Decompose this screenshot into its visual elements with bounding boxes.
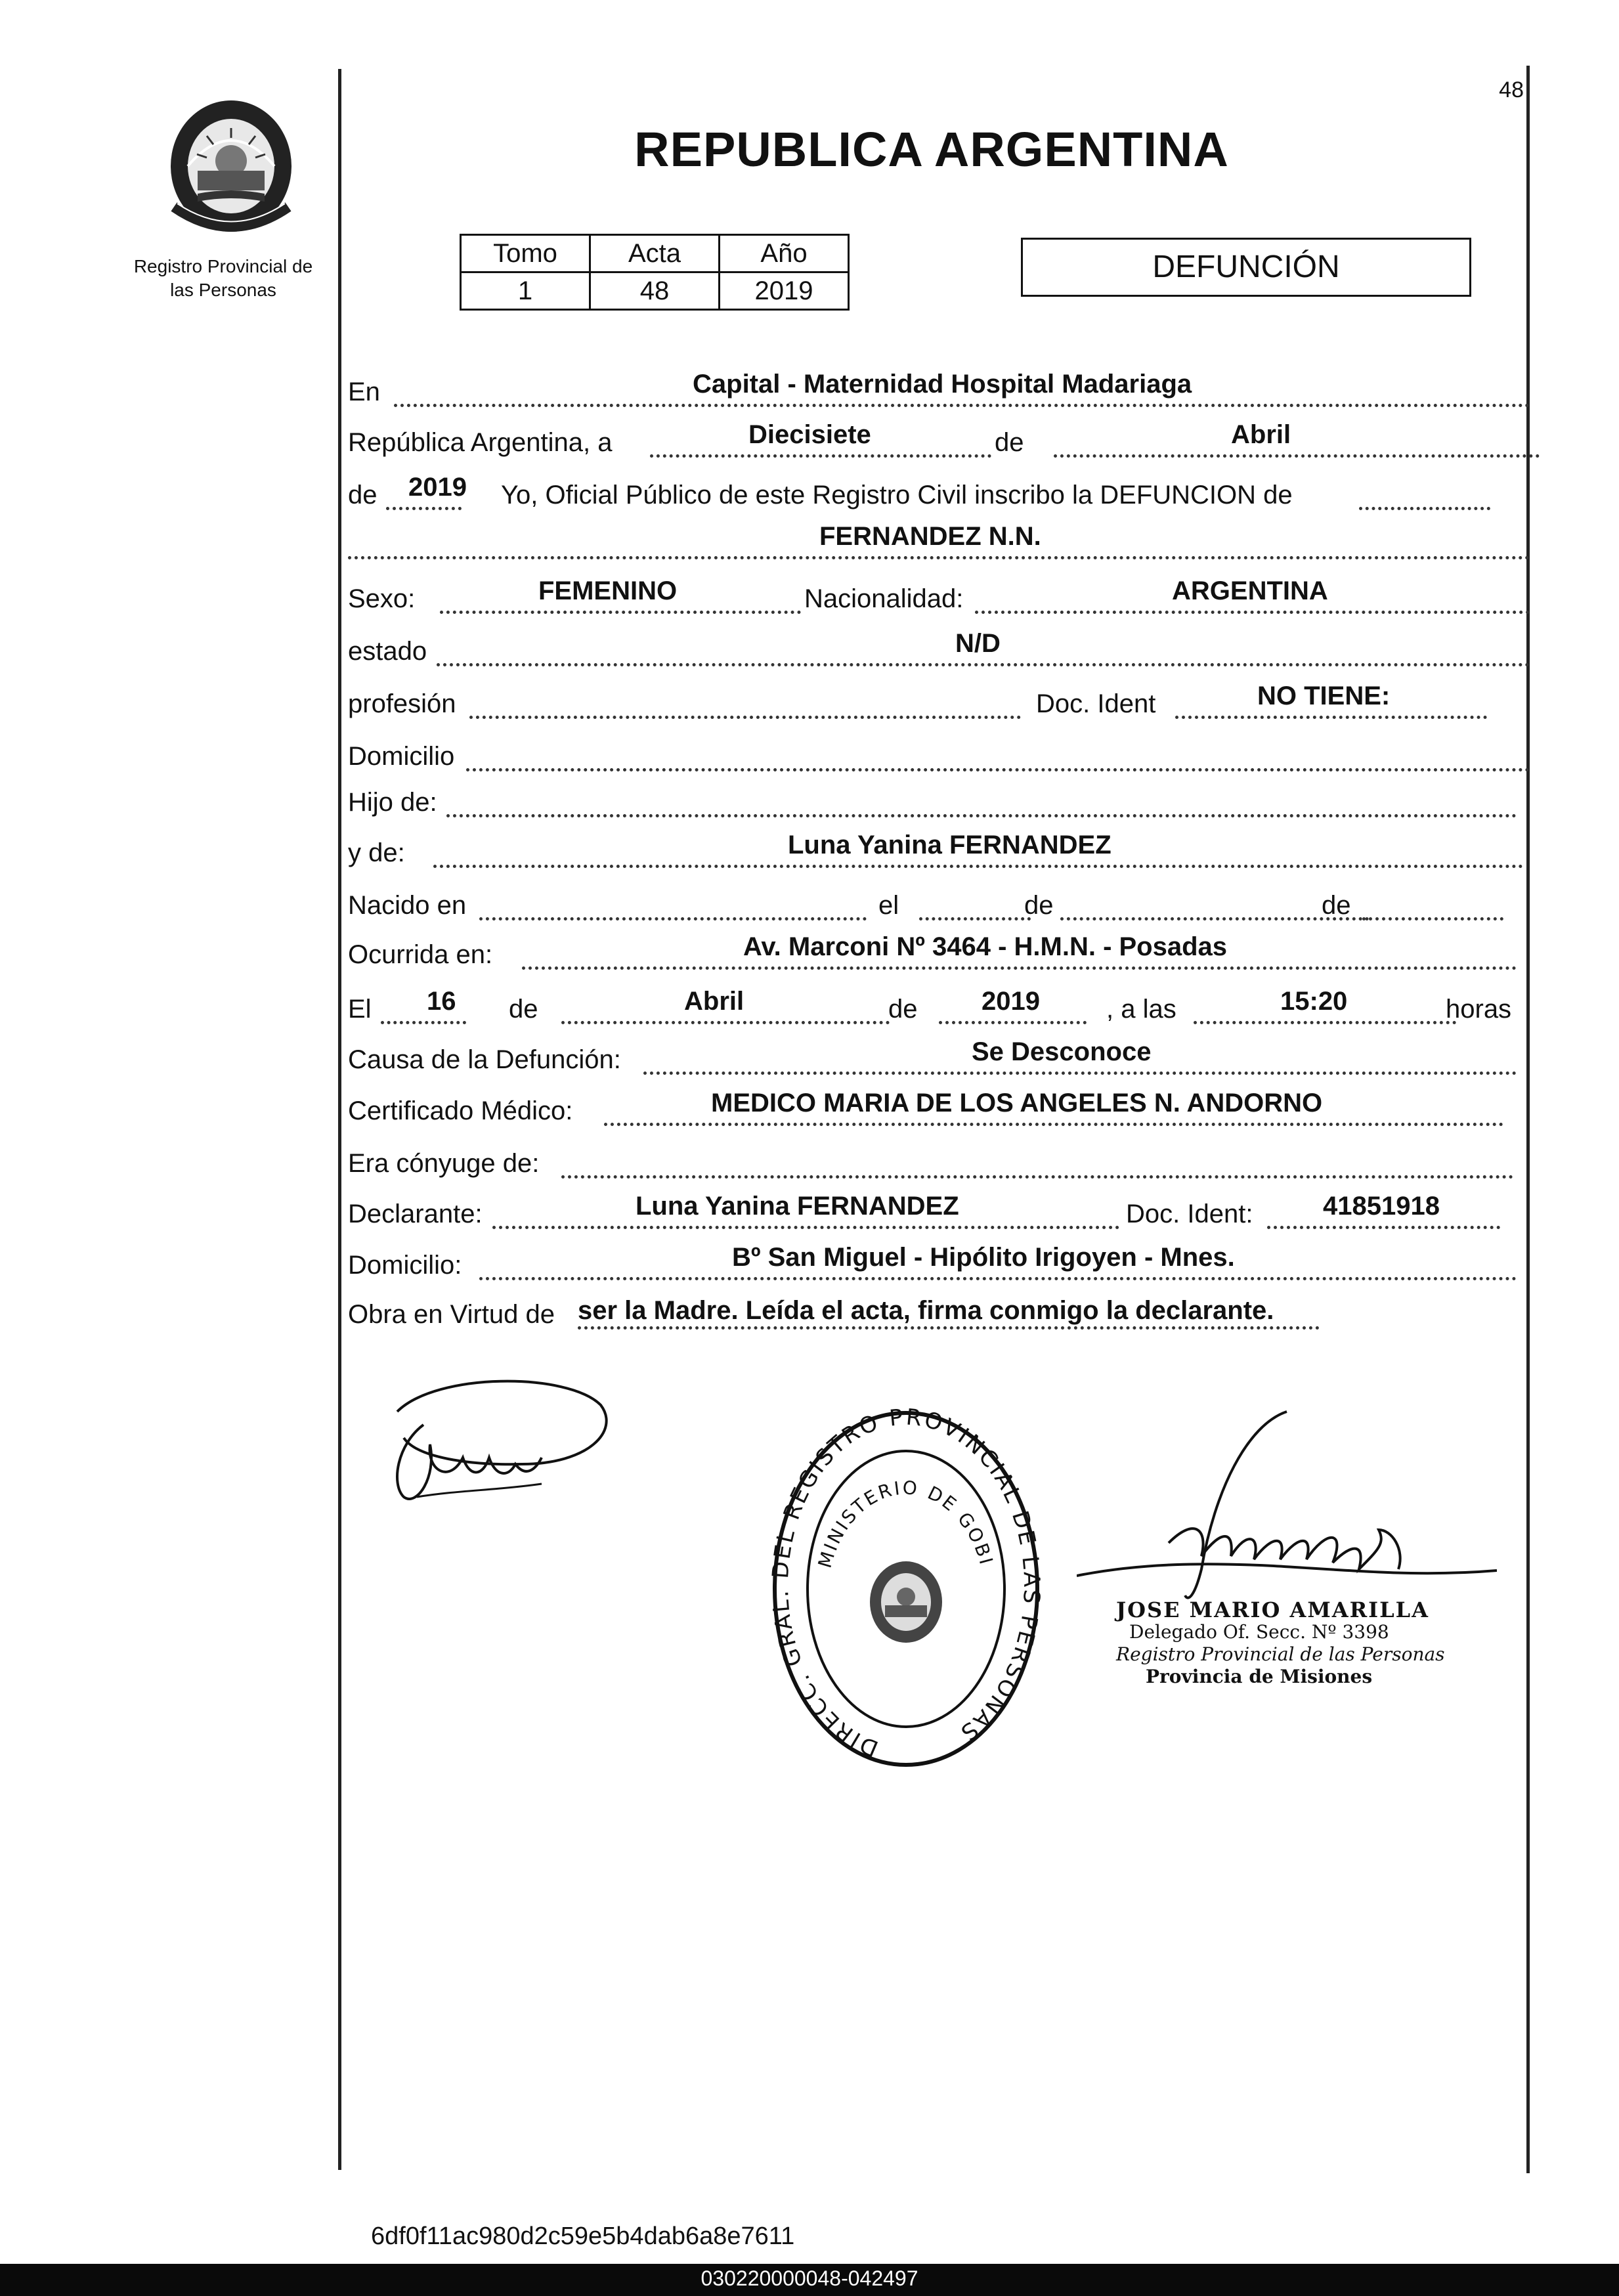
dotted-line: [522, 966, 1517, 970]
de3-label: de: [509, 995, 538, 1024]
dotted-line: [643, 1072, 1517, 1075]
row-fecha-defuncion: [348, 982, 1530, 1028]
row-ocurrida: [348, 927, 1530, 973]
dotted-line: [1194, 1021, 1456, 1024]
row-nacido: [348, 878, 1530, 924]
declarante-value: Luna Yanina FERNANDEZ: [636, 1192, 959, 1221]
row-profesion: [348, 676, 1530, 722]
dotted-line: [469, 716, 1021, 719]
row-yde: [348, 825, 1530, 871]
horas-label: horas: [1446, 995, 1512, 1024]
month-value: Abril: [1231, 420, 1291, 449]
certificado-label: Certificado Médico:: [348, 1096, 573, 1125]
dotted-line: [561, 1021, 890, 1024]
de-label: de: [995, 428, 1024, 457]
officer-signature-block: [1116, 1599, 1445, 1688]
row-declarante: [348, 1186, 1530, 1232]
row-conyuge: [348, 1136, 1530, 1182]
domicilio2-label: Domicilio:: [348, 1251, 462, 1280]
left-margin-line: [338, 69, 341, 2170]
estado-value: N/D: [955, 629, 1001, 658]
dotted-line: [1267, 1226, 1500, 1229]
row-domicilio: [348, 729, 1530, 775]
dotted-line: [1359, 507, 1490, 510]
year-value: 2019: [408, 473, 467, 502]
republica-label: República Argentina, a: [348, 428, 613, 457]
hijo-label: Hijo de:: [348, 788, 437, 817]
domicilio2-value: Bº San Miguel - Hipólito Irigoyen - Mnes.: [732, 1243, 1235, 1272]
nacido-label: Nacido en: [348, 891, 467, 920]
dotted-line: [466, 768, 1530, 771]
de1-label: de: [1024, 891, 1054, 920]
row-causa: [348, 1032, 1530, 1078]
row-en: [348, 364, 1530, 410]
conyuge-label: Era cónyuge de:: [348, 1149, 540, 1178]
officer-signature: [1077, 1398, 1497, 1618]
doc-ident-value: NO TIENE:: [1257, 682, 1391, 710]
value-acta: 48: [590, 272, 720, 310]
profesion-label: profesión: [348, 689, 456, 718]
dotted-line: [394, 404, 1530, 407]
day-value: Diecisiete: [748, 420, 871, 449]
dotted-line: [433, 865, 1523, 868]
row-hijo: [348, 775, 1530, 821]
yde-value: Luna Yanina FERNANDEZ: [788, 831, 1112, 859]
year-prefix: de: [348, 481, 378, 509]
row-fecha: [348, 415, 1530, 461]
el-label: el: [878, 891, 899, 920]
officer-registry: Registro Provincial de las Personas: [1116, 1643, 1445, 1665]
header-tomo: Tomo: [461, 235, 590, 272]
year2-value: 2019: [982, 987, 1040, 1016]
obra-label: Obra en Virtud de: [348, 1300, 555, 1329]
de2-label: de: [1322, 891, 1351, 920]
document-type-box: DEFUNCIÓN: [1021, 238, 1471, 297]
doc-ident2-value: 41851918: [1323, 1192, 1440, 1221]
en-value: Capital - Maternidad Hospital Madariaga: [693, 370, 1192, 399]
value-tomo: 1: [461, 272, 590, 310]
dotted-line: [975, 611, 1530, 614]
dotted-line: [578, 1326, 1320, 1330]
nacionalidad-value: ARGENTINA: [1172, 576, 1328, 605]
causa-value: Se Desconoce: [972, 1037, 1152, 1066]
registry-caption-line-1: Registro Provincial de: [133, 256, 313, 276]
row-certificado: [348, 1083, 1530, 1129]
page-number: 48: [1499, 77, 1524, 102]
dotted-line: [381, 1021, 466, 1024]
doc-ident-label: Doc. Ident: [1036, 689, 1156, 718]
en-label: En: [348, 378, 380, 406]
registry-caption: [105, 255, 341, 302]
dotted-line: [479, 917, 867, 921]
registry-caption-line-2: las Personas: [170, 280, 276, 300]
obra-value: ser la Madre. Leída el acta, firma conmigo la declarante.: [578, 1296, 1274, 1325]
yde-label: y de:: [348, 838, 405, 867]
official-seal: [768, 1405, 1044, 1776]
declarant-signature: [378, 1366, 614, 1527]
yo-text: Yo, Oficial Público de este Registro Civil inscribo la DEFUNCION de: [501, 481, 1293, 509]
page-title: REPUBLICA ARGENTINA: [634, 122, 1229, 177]
sexo-label: Sexo:: [348, 584, 416, 613]
declarante-label: Declarante:: [348, 1200, 483, 1228]
dotted-line: [1054, 454, 1540, 458]
el2-label: El: [348, 995, 372, 1024]
dotted-line: [386, 507, 462, 510]
seal-outer-text: DIRECC. GRAL. DEL REGISTRO PROVINCIAL DE LAS PERSONAS: [768, 1405, 1044, 1762]
domicilio-label: Domicilio: [348, 742, 455, 771]
dotted-line: [446, 814, 1517, 817]
sexo-value: FEMENINO: [538, 576, 678, 605]
dotted-line: [1175, 716, 1487, 719]
value-anio: 2019: [720, 272, 849, 310]
dotted-line: [440, 611, 801, 614]
ocurrida-label: Ocurrida en:: [348, 940, 493, 969]
row-estado: [348, 624, 1530, 670]
nacionalidad-label: Nacionalidad:: [804, 584, 964, 613]
causa-label: Causa de la Defunción:: [348, 1045, 621, 1074]
officer-province: Provincia de Misiones: [1146, 1666, 1373, 1687]
document-hash: 6df0f11ac980d2c59e5b4dab6a8e7611: [371, 2222, 795, 2250]
row-name: [348, 517, 1530, 563]
seal-inner-text: MINISTERIO DE GOBI: [813, 1477, 998, 1570]
ocurrida-value: Av. Marconi Nº 3464 - H.M.N. - Posadas: [743, 932, 1228, 961]
officer-name: JOSE MARIO AMARILLA: [1116, 1597, 1429, 1622]
dotted-line: [650, 454, 991, 458]
estado-label: estado: [348, 637, 427, 666]
row-yo: [348, 467, 1530, 513]
dotted-line: [604, 1123, 1503, 1126]
header-acta: Acta: [590, 235, 720, 272]
certificado-value: MEDICO MARIA DE LOS ANGELES N. ANDORNO: [711, 1089, 1323, 1117]
de4-label: de: [888, 995, 918, 1024]
row-sexo: [348, 571, 1530, 617]
month2-value: Abril: [684, 987, 745, 1016]
officer-title: Delegado Of. Secc. Nº 3398: [1129, 1621, 1389, 1643]
alas-label: , a las: [1106, 995, 1176, 1024]
header-anio: Año: [720, 235, 849, 272]
record-table: [460, 234, 850, 311]
dotted-line: [939, 1021, 1087, 1024]
dotted-line: [492, 1226, 1119, 1229]
dotted-line: [479, 1277, 1517, 1280]
dotted-line: [561, 1175, 1513, 1179]
dotted-line: [919, 917, 1031, 921]
dotted-line: [348, 556, 1530, 559]
time-value: 15:20: [1280, 987, 1348, 1016]
footer-code: 030220000048-042497: [701, 2266, 918, 2290]
dotted-line: [1362, 917, 1503, 921]
deceased-name: FERNANDEZ N.N.: [819, 522, 1041, 551]
row-obra: [348, 1287, 1530, 1333]
row-domicilio2: [348, 1238, 1530, 1284]
day2-value: 16: [427, 987, 456, 1016]
doc-ident2-label: Doc. Ident:: [1126, 1200, 1253, 1228]
dotted-line: [437, 663, 1530, 666]
